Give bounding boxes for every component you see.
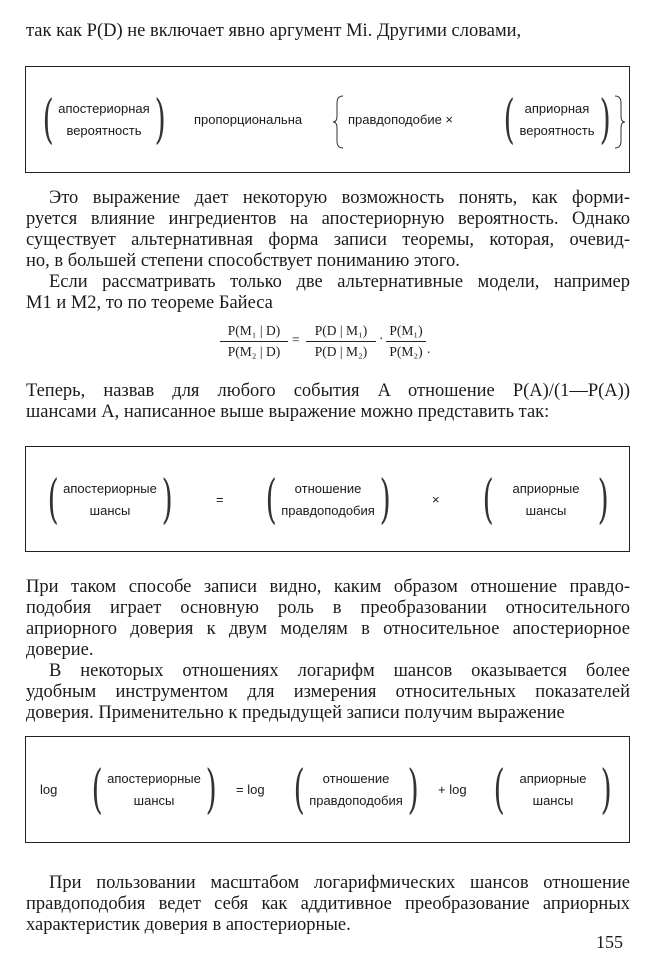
right-paren: ): [161, 470, 173, 530]
right-paren: ): [407, 760, 419, 820]
posterior-probability-label: [58, 98, 149, 142]
lhs-fraction: [220, 323, 288, 360]
odds-word: шансы: [525, 503, 567, 518]
likelihood-ratio-label: [281, 478, 375, 522]
times-sign: ×: [432, 492, 440, 507]
likelihood-word: правдоподобия: [281, 503, 375, 518]
posterior-word: апостериорные: [63, 481, 157, 496]
likelihood-fraction: [306, 323, 376, 360]
paren-likelihood-ratio: [286, 760, 426, 820]
proportional-label: пропорциональна: [194, 112, 303, 127]
text-line: характеристик доверия в апостериорные.: [26, 915, 351, 935]
text-line: удобным инструментом для измерения относительных показателей: [26, 682, 630, 702]
text-line: априорного доверия к двум моделям в относительное апостериорное: [26, 619, 630, 639]
prior-word: априорные: [519, 771, 587, 786]
posterior-word: апостериорная: [58, 101, 150, 116]
right-paren: ): [598, 470, 610, 530]
lhs-denominator: P(M₂ | D): [227, 344, 281, 359]
log-label: log: [40, 782, 58, 797]
text-line: существует альтернативная форма записи теоремы, которая, очевид-: [26, 230, 630, 250]
prior-probability-label: [519, 98, 594, 142]
left-paren: (: [482, 470, 494, 530]
left-paren: (: [493, 760, 505, 820]
left-paren: (: [47, 470, 59, 530]
text-line: При таком способе записи видно, каким образом отношение правдо-: [26, 577, 630, 597]
text-line: Если рассматривать только две альтернативные модели, например: [49, 272, 630, 292]
paren-prior-odds: [488, 760, 618, 820]
right-paren: ): [205, 760, 217, 820]
paren-prior-probability: [496, 90, 618, 150]
ratio-word: отношение: [322, 771, 390, 786]
equals-log-label: = log: [236, 782, 265, 797]
text-line: правдоподобия ведет себя как аддитивное преобразование априорных: [26, 894, 630, 914]
paren-posterior-odds: [40, 470, 180, 530]
prior-word: априорные: [512, 481, 580, 496]
prior-odds-label: [499, 478, 594, 522]
probability-word: вероятность: [519, 123, 595, 138]
posterior-odds-label: [107, 768, 201, 812]
left-paren: (: [42, 90, 54, 150]
posterior-odds-label: [63, 478, 157, 522]
prior-fraction: [386, 323, 426, 360]
left-paren: (: [91, 760, 103, 820]
text-line: подобия играет основную роль в преобразовании относительного: [26, 598, 630, 618]
text-line: но, в большей степени способствует пониманию этого.: [26, 251, 460, 271]
odds-word: шансы: [532, 793, 574, 808]
left-paren: (: [503, 90, 515, 150]
prior-numerator: P(M₁): [386, 323, 426, 342]
multiply-dot: ·: [379, 331, 384, 346]
lhs-numerator: P(M₁ | D): [220, 323, 288, 342]
likelihood-label: правдоподобие ×: [348, 112, 454, 127]
right-paren: ): [154, 90, 166, 150]
text-line: При пользовании масштабом логарифмических шансов отношение: [49, 873, 630, 893]
right-paren: ): [601, 760, 613, 820]
prior-odds-label: [510, 768, 597, 812]
probability-word: вероятность: [66, 123, 142, 138]
text-line: шансами A, написанное выше выражение можно представить так:: [26, 402, 550, 422]
left-brace-icon: [332, 95, 346, 154]
formula-box-odds: [25, 446, 630, 552]
odds-word: шансы: [133, 793, 175, 808]
paren-posterior-odds: [84, 760, 224, 820]
equals-sign: =: [216, 492, 224, 507]
likelihood-ratio-label: [309, 768, 403, 812]
text-line: Это выражение дает некоторую возможность понять, как форми-: [49, 188, 630, 208]
page-number: 155: [596, 932, 623, 952]
formula-box-log-odds: [25, 736, 630, 843]
text-line: В некоторых отношениях логарифм шансов оказывается более: [49, 661, 630, 681]
text-line: доверие.: [26, 640, 94, 660]
likelihood-denominator: P(D | M₂): [314, 344, 368, 359]
likelihood-numerator: P(D | M₁): [306, 323, 376, 342]
right-brace-icon: [612, 95, 626, 154]
paren-posterior-probability: [34, 90, 174, 150]
text-line-intro: [26, 20, 630, 42]
text-line: руется влияние ингредиентов на апостериорную вероятность. Однако: [26, 209, 630, 229]
text-line: доверия. Применительно к предыдущей записи получим выражение: [26, 703, 565, 723]
right-paren: ): [379, 470, 391, 530]
left-paren: (: [293, 760, 305, 820]
text-line: M1 и M2, то по теореме Байеса: [26, 293, 273, 313]
paren-prior-odds: [476, 470, 616, 530]
posterior-word: апостериорные: [107, 771, 201, 786]
plus-log-label: + log: [438, 782, 467, 797]
formula-box-probability: [25, 66, 630, 173]
odds-word: шансы: [89, 503, 131, 518]
intro-sentence: так как P(D) не включает явно аргумент Mi. Другими словами,: [26, 21, 522, 41]
bayes-formula: [220, 319, 450, 369]
likelihood-word: правдоподобия: [309, 793, 403, 808]
left-paren: (: [265, 470, 277, 530]
right-paren: ): [599, 90, 611, 150]
equals-sign: =: [292, 332, 300, 347]
prior-denominator: P(M₂): [389, 344, 423, 359]
paren-likelihood-ratio: [258, 470, 398, 530]
period: .: [427, 341, 431, 356]
prior-word: априорная: [524, 101, 590, 116]
ratio-word: отношение: [294, 481, 362, 496]
text-line: Теперь, назвав для любого события A отношение P(A)/(1—P(A)): [26, 381, 630, 401]
